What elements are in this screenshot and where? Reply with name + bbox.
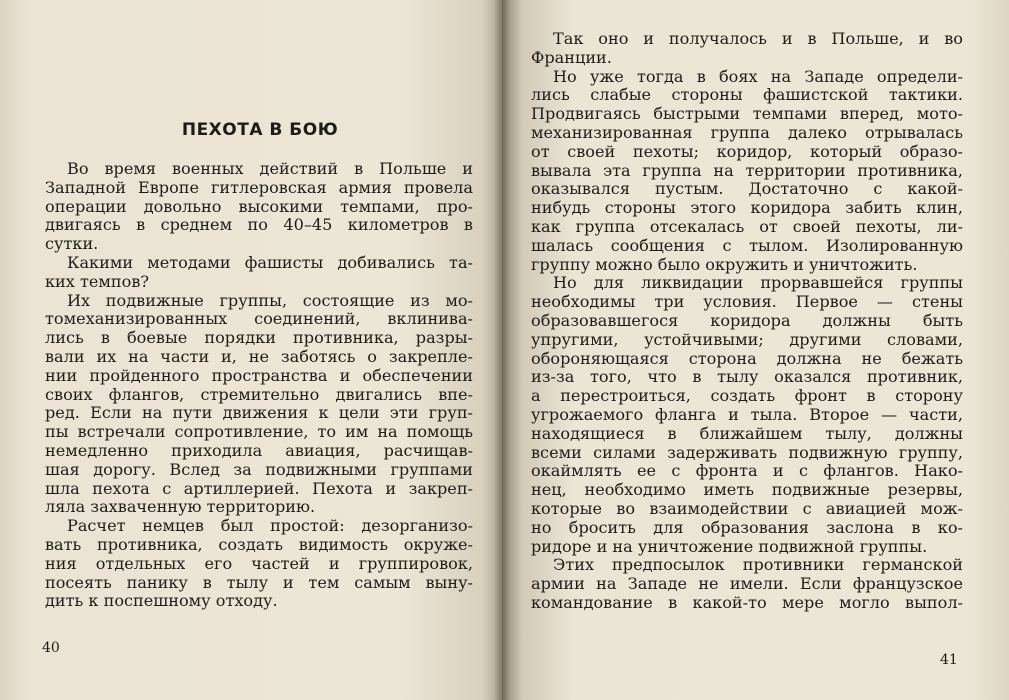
text-line: лись в боевые порядки противника, разры-	[45, 328, 473, 348]
text-line: всеми силами задерживать подвижную группу,	[531, 442, 963, 462]
text-line: Какими методами фашисты добивались та-	[67, 252, 473, 272]
text-line: как группа отсекалась от своей пехоты, ли-	[531, 216, 963, 236]
page-number-right: 41	[940, 652, 958, 668]
text-line: ред. Если на пути движения к цели эти груп-	[45, 403, 473, 423]
text-line: операции довольно высокими темпами, про-	[45, 196, 473, 216]
text-line: шая дорогу. Вслед за подвижными группами	[45, 459, 473, 479]
text-line: ких темпов?	[45, 271, 150, 291]
text-line: окаймлять ее с фронта и с флангов. Нако-	[531, 461, 963, 481]
left-page	[0, 0, 502, 700]
book-gutter	[494, 0, 510, 700]
text-line: дить к поспешному отходу.	[45, 591, 278, 611]
text-line: ляла захваченную территорию.	[45, 497, 316, 517]
text-line: Их подвижные группы, состоящие из мо-	[67, 290, 473, 310]
text-line: своих флангов, стремительно двигались впе-	[45, 384, 473, 404]
text-line: ридоре и на уничтожение подвижной группы.	[531, 536, 928, 556]
text-line: ния отдельных его частей и группировок,	[45, 553, 473, 573]
text-line: нец, необходимо иметь подвижные резервы,	[531, 480, 963, 500]
left-page-text	[45, 160, 473, 611]
text-line: Расчет немцев был простой: дезорганизо-	[67, 516, 473, 536]
text-line: сутки.	[45, 234, 99, 254]
text-line: шла пехота с артиллерией. Пехота и закреп-	[45, 478, 473, 498]
text-line: командование в какой-то мере могло выпол-	[531, 592, 963, 612]
text-line: группу можно было окружить и уничтожить.	[531, 254, 918, 274]
text-line: пы встречали сопротивление, то им на помощь	[45, 422, 473, 442]
text-line: вать противника, создать видимость окруже-	[45, 534, 473, 554]
text-line: механизированная группа далеко отрывалась	[531, 122, 963, 142]
text-line: посеять панику в тылу и тем самым выну-	[45, 572, 473, 592]
chapter-title: ПЕХОТА В БОЮ	[181, 120, 339, 140]
text-line: вывала эта группа на территории противника,	[531, 160, 963, 180]
text-line: упругими, устойчивыми; другими словами,	[531, 329, 963, 349]
right-page-text	[531, 30, 963, 613]
text-line: а перестроиться, создать фронт в сторону	[531, 386, 963, 406]
text-line: лись слабые стороны фашистской тактики.	[531, 85, 963, 105]
text-line: Западной Европе гитлеровская армия провела	[45, 177, 473, 197]
text-line: которые во взаимодействии с авиацией мож-	[531, 498, 963, 518]
text-line: нии пройденного пространства и обеспечении	[45, 365, 473, 385]
text-line: вали их на части и, не заботясь о закрепле-	[45, 346, 473, 366]
text-line: но бросить для образования заслона в ко-	[531, 517, 963, 537]
text-line: Во время военных действий в Польше и	[67, 159, 473, 178]
text-line: Этих предпосылок противники германской	[553, 555, 963, 575]
page-number-left: 40	[42, 640, 60, 656]
text-line: Но для ликвидации прорвавшейся группы	[553, 273, 963, 293]
text-line: из-за того, что в тылу оказался противник,	[531, 367, 963, 387]
right-page	[502, 0, 1009, 700]
text-line: оказывался пустым. Достаточно с какой-	[531, 179, 963, 199]
text-line: необходимы три условия. Первое — стены	[531, 292, 963, 312]
text-line: Но уже тогда в боях на Западе определи-	[553, 66, 963, 86]
text-line: угрожаемого фланга и тыла. Второе — части,	[531, 404, 963, 424]
text-line: армии на Западе не имели. Если французское	[531, 574, 963, 594]
text-line: нибудь стороны этого коридора забить клин,	[531, 198, 963, 218]
text-line: от своей пехоты; коридор, который образо-	[531, 141, 963, 161]
text-line: Франции.	[531, 47, 612, 67]
text-line: шалась сообщения с тылом. Изолированную	[531, 235, 963, 255]
text-line: Продвигаясь быстрыми темпами вперед, мото-	[531, 104, 963, 124]
text-line: двигаясь в среднем по 40–45 километров в	[45, 215, 473, 235]
text-line: образовавшегося коридора должны быть	[531, 310, 963, 330]
text-line: томеханизированных соединений, вклинива-	[45, 309, 473, 329]
text-line: находящиеся в ближайшем тылу, должны	[531, 423, 963, 443]
text-line: немедленно приходила авиация, расчищав-	[45, 440, 473, 460]
text-line: обороняющаяся сторона должна не бежать	[531, 348, 963, 368]
text-line: Так оно и получалось и в Польше, и во	[553, 29, 963, 48]
